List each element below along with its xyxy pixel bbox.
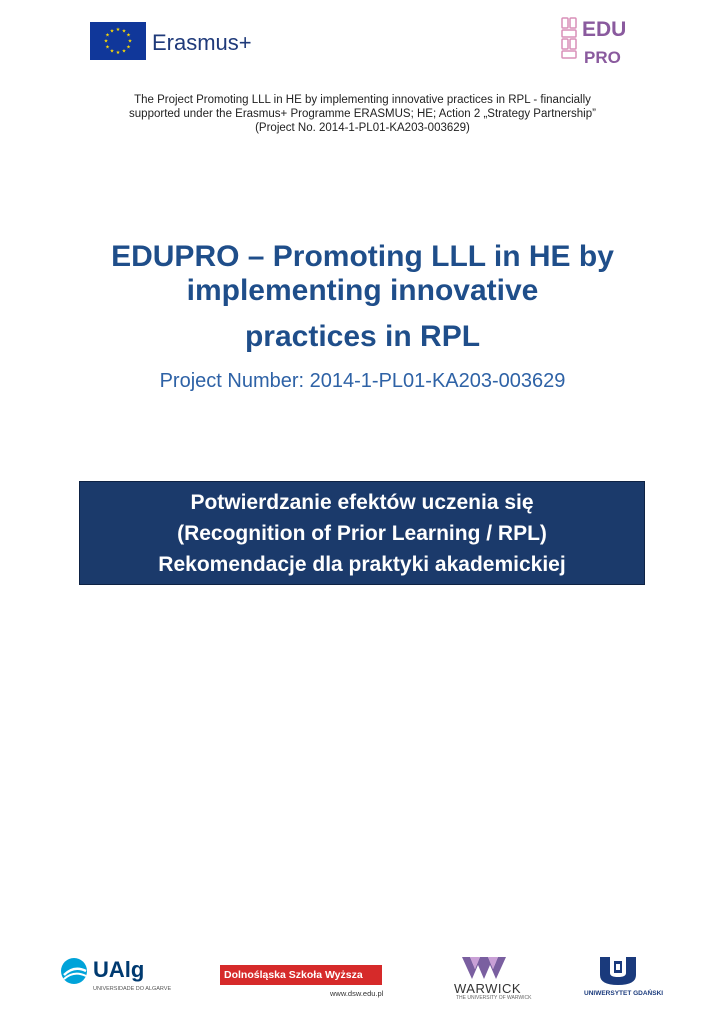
- svg-text:★: ★: [121, 28, 127, 35]
- erasmus-logo-text: Erasmus+: [152, 30, 252, 55]
- eu-flag-icon: [90, 22, 146, 60]
- ualg-name: UAlg: [93, 957, 145, 982]
- svg-text:★: ★: [103, 38, 109, 45]
- title-line: implementing innovative: [186, 274, 539, 307]
- svg-text:★: ★: [115, 27, 121, 33]
- project-number: Project Number: 2014-1-PL01-KA203-003629: [159, 370, 566, 392]
- svg-text:★: ★: [105, 32, 110, 39]
- rpl-title-box: [79, 481, 645, 585]
- ualg-logo: [60, 955, 180, 1000]
- ualg-subtitle: UNIVERSIDADE DO ALGARVE: [93, 986, 172, 992]
- warwick-logo: [450, 955, 532, 1001]
- dsw-name: Dolnośląska Szkoła Wyższa: [220, 965, 382, 985]
- svg-text:★: ★: [109, 28, 115, 35]
- box-line: (Recognition of Prior Learning / RPL): [177, 522, 547, 545]
- note-line: supported under the Erasmus+ Programme ERASMUS; HE; Action 2 „Strategy Partnership”: [129, 108, 596, 120]
- title-line: practices in RPL: [244, 320, 481, 353]
- title-line: EDUPRO – Promoting LLL in HE by: [111, 240, 614, 273]
- edupro-logo: [560, 14, 627, 72]
- warwick-subtitle: THE UNIVERSITY OF WARWICK: [456, 995, 532, 1001]
- warwick-name: WARWICK: [454, 981, 522, 996]
- note-line: The Project Promoting LLL in HE by implementing innovative practices in RPL - financially: [134, 94, 591, 106]
- dsw-logo: [220, 955, 385, 1000]
- svg-text:★: ★: [126, 32, 131, 39]
- svg-text:★: ★: [105, 44, 110, 51]
- project-funding-note: [60, 93, 665, 135]
- edupro-logo-pro: PRO: [584, 48, 621, 67]
- warwick-mark-icon: [462, 955, 506, 981]
- svg-text:★: ★: [126, 44, 131, 51]
- dsw-url: www.dsw.edu.pl: [330, 989, 384, 998]
- box-line: Rekomendacje dla praktyki akademickiej: [158, 553, 566, 576]
- svg-text:★: ★: [127, 38, 133, 45]
- note-line: (Project No. 2014-1-PL01-KA203-003629): [255, 122, 470, 134]
- svg-text:★: ★: [115, 50, 121, 56]
- ualg-mark-icon: [60, 957, 90, 985]
- erasmus-plus-logo: [90, 22, 280, 62]
- edupro-books-icon: [560, 16, 582, 64]
- box-line: Potwierdzanie efektów uczenia się: [190, 491, 534, 514]
- document-title: [30, 240, 695, 354]
- ug-mark-icon: [594, 955, 642, 987]
- ug-logo: [582, 955, 664, 1000]
- svg-text:★: ★: [121, 48, 127, 55]
- svg-text:★: ★: [109, 48, 115, 55]
- ug-name: UNIWERSYTET GDAŃSKI: [584, 990, 664, 997]
- edupro-logo-edu: EDU: [582, 18, 627, 41]
